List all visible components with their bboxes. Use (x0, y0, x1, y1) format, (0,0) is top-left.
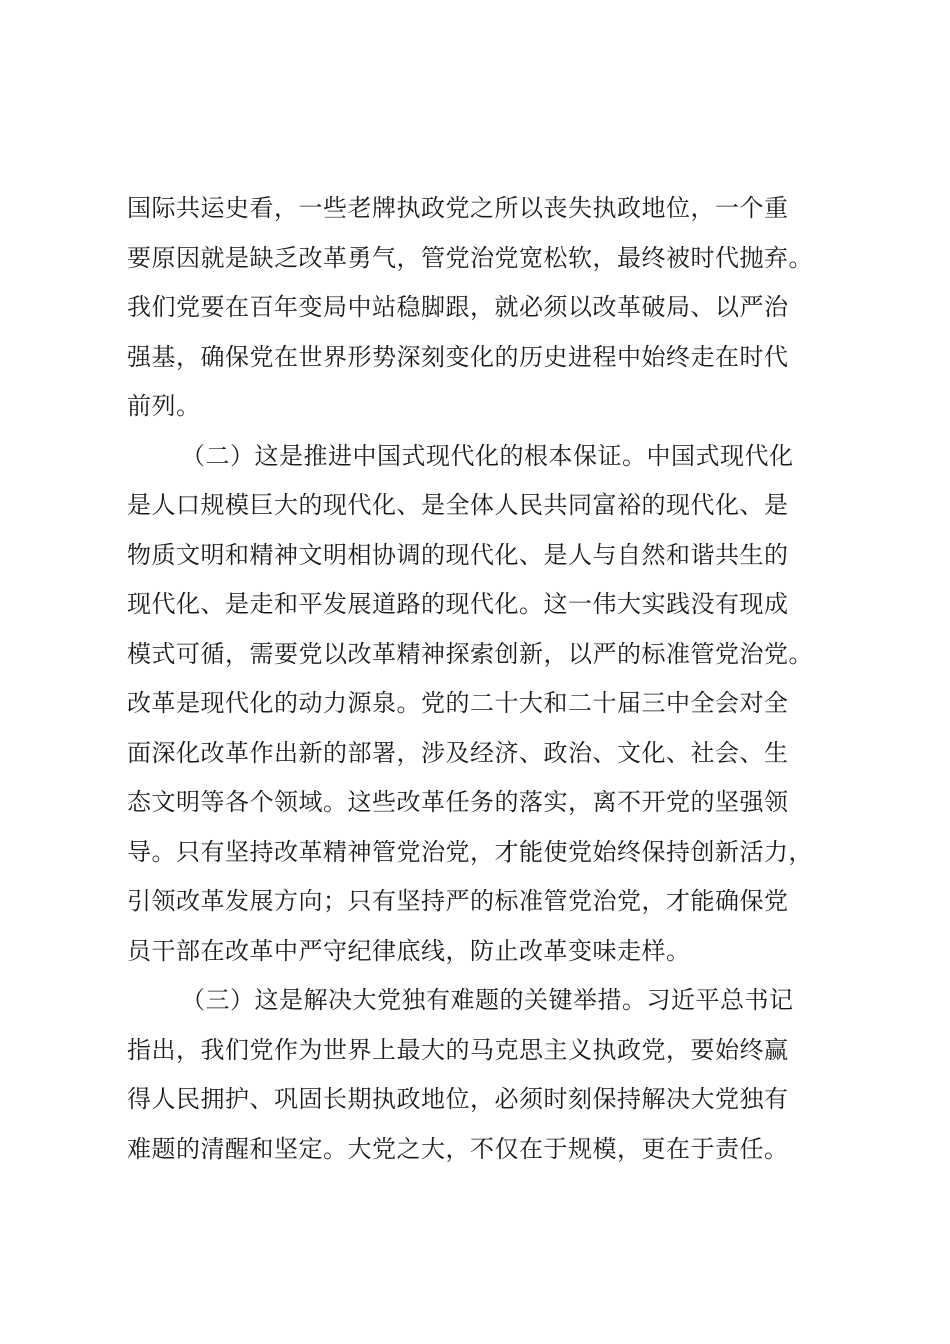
text-line: 态文明等各个领域。这些改革任务的落实，离不开党的坚强领 (127, 788, 789, 816)
text-line: 导。只有坚持改革精神管党治党，才能使党始终保持创新活力， (127, 837, 813, 866)
text-line: 员干部在改革中严守纪律底线，防止改革变味走样。 (127, 936, 691, 965)
text-line: 指出，我们党作为世界上最大的马克思主义执政党，要始终赢 (127, 1035, 789, 1064)
text-line: 我们党要在百年变局中站稳脚跟，就必须以改革破局、以严治 (127, 293, 789, 321)
text-line: 是人口规模巨大的现代化、是全体人民共同富裕的现代化、是 (127, 491, 789, 519)
body-text (127, 184, 847, 1174)
text-line: 改革是现代化的动力源泉。党的二十大和二十届三中全会对全 (127, 689, 789, 717)
section-heading-line: （二）这是推进中国式现代化的根本保证。中国式现代化 (181, 441, 794, 470)
text-line: 物质文明和精神文明相协调的现代化、是人与自然和谐共生的 (127, 540, 789, 569)
text-line: 强基，确保党在世界形势深刻变化的历史进程中始终走在时代 (127, 342, 789, 371)
text-line: 得人民拥护、巩固长期执政地位，必须时刻保持解决大党独有 (127, 1085, 789, 1113)
text-line: 面深化改革作出新的部署，涉及经济、政治、文化、社会、生 (127, 738, 789, 767)
section-heading-line: （三）这是解决大党独有难题的关键举措。习近平总书记 (181, 986, 794, 1014)
text-line: 模式可循，需要党以改革精神探索创新，以严的标准管党治党。 (127, 639, 813, 668)
text-line: 引领改革发展方向；只有坚持严的标准管党治党，才能确保党 (127, 887, 789, 915)
text-line: 要原因就是缺乏改革勇气，管党治党宽松软，最终被时代抛弃。 (127, 243, 813, 272)
text-line: 难题的清醒和坚定。大党之大，不仅在于规模，更在于责任。 (127, 1134, 789, 1163)
text-line: 现代化、是走和平发展道路的现代化。这一伟大实践没有现成 (127, 590, 789, 618)
text-line: 国际共运史看，一些老牌执政党之所以丧失执政地位，一个重 (127, 194, 789, 222)
text-line: 前列。 (127, 392, 201, 420)
